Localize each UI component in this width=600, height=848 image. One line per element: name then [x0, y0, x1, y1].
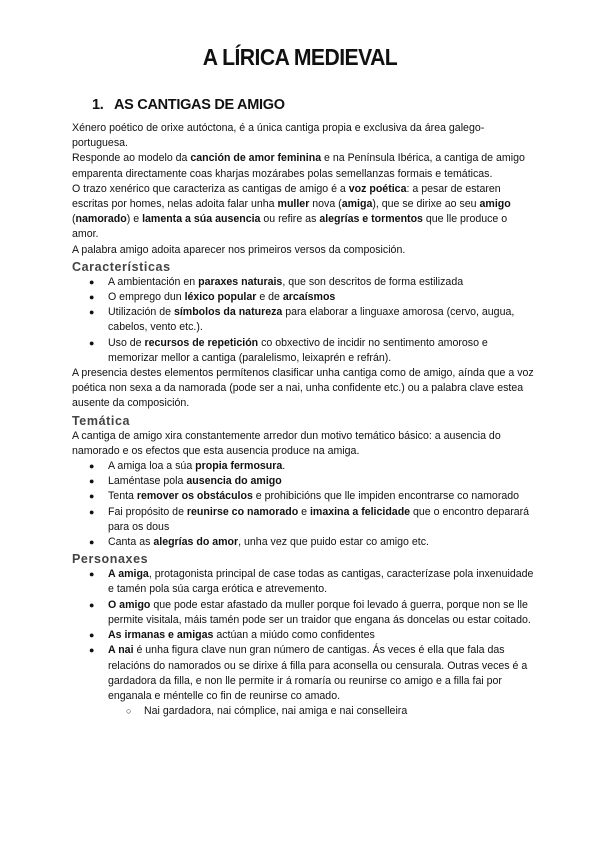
- characters-sublist: [72, 704, 534, 719]
- text-run: A palabra amigo adoita aparecer nos primeiros versos da composición.: [72, 243, 406, 256]
- text-run: , protagonista principal de case todas as cantigas, caracterízase pola inxenuidade e tamén pola súa carga erótica e atrevemento.: [108, 568, 534, 596]
- list-item: [72, 567, 534, 597]
- bold-text: imaxina a felicidade: [309, 505, 411, 518]
- text-run: para elaborar a linguaxe amorosa (cervo, augua, cabelos, vento etc.).: [108, 306, 515, 334]
- text-run: Uso de: [108, 336, 145, 349]
- text-run: que o encontro deparará para os dous: [108, 505, 530, 533]
- text-run: .: [282, 460, 286, 473]
- sub-list-item-text: Nai gardadora, nai cómplice, nai amiga e nai conselleira: [144, 705, 408, 718]
- text-run: , unha vez que puido estar co amigo etc.: [238, 536, 429, 549]
- text-run: ou refire as: [260, 213, 320, 226]
- bold-text: canción de amor feminina: [190, 152, 322, 165]
- list-item: [72, 305, 534, 335]
- section-title: AS CANTIGAS DE AMIGO: [114, 97, 285, 113]
- list-item: [72, 489, 534, 504]
- bullet-icon: ●: [89, 276, 95, 287]
- bold-text: A nai: [108, 644, 134, 657]
- bold-text: amiga: [341, 198, 373, 211]
- text-run: A cantiga de amigo xira constantemente arredor dun motivo temático básico: a ausencia do namorado e os efectos que esta ausencia produce na amiga.: [72, 429, 501, 457]
- intro-paragraph: [72, 151, 534, 181]
- theme-heading: Temática: [72, 413, 131, 428]
- text-run: Fai propósito de: [108, 505, 187, 518]
- bold-text: As irmanas e amigas: [108, 629, 214, 642]
- bold-text: voz poética: [348, 182, 407, 195]
- text-run: (: [72, 213, 76, 226]
- bold-text: remover os obstáculos: [136, 490, 253, 503]
- circle-bullet-icon: ○: [126, 706, 132, 717]
- bold-text: paraxes naturais: [198, 275, 283, 288]
- characters-heading: Personaxes: [72, 552, 149, 567]
- text-run: A ambientación en: [108, 275, 199, 288]
- intro-paragraphs: [72, 121, 534, 258]
- list-item: [72, 535, 534, 550]
- intro-paragraph: [72, 182, 534, 243]
- text-run: O trazo xenérico que caracteriza as cantigas de amigo é a: [72, 182, 349, 195]
- bold-text: reunirse co namorado: [186, 505, 299, 518]
- bullet-icon: ●: [89, 645, 95, 656]
- bold-text: arcaísmos: [282, 291, 336, 304]
- bullet-icon: ●: [89, 569, 95, 580]
- bold-text: namorado: [75, 213, 127, 226]
- intro-paragraph: [72, 121, 534, 151]
- bold-text: símbolos da natureza: [173, 306, 283, 319]
- text-run: nova (: [309, 198, 342, 211]
- sub-list-item: [72, 704, 534, 719]
- characteristics-heading: Características: [72, 259, 171, 274]
- text-run: Canta as: [108, 536, 154, 549]
- bullet-icon: ●: [89, 461, 95, 472]
- text-run: A presencia destes elementos permítenos clasificar unha cantiga como de amigo, aínda que a voz poética non sexa a da namorada (pode ser a nai, unha confidente etc.) ou a palabra clave estea ausente da composición.: [72, 367, 534, 410]
- bullet-icon: ●: [89, 630, 95, 641]
- bullet-icon: ●: [89, 337, 95, 348]
- bullet-icon: ●: [89, 292, 95, 303]
- text-run: Xénero poético de orixe autóctona, é a única cantiga propia e exclusiva da área galego-portuguesa.: [72, 122, 485, 150]
- text-run: Responde ao modelo da: [72, 152, 191, 165]
- text-run: Tenta: [108, 490, 137, 503]
- document-body: [72, 121, 534, 719]
- text-run: que lle produce o amor.: [72, 213, 508, 241]
- intro-paragraph: [72, 243, 534, 258]
- bold-text: propia fermosura: [195, 460, 283, 473]
- characteristics-note: [72, 366, 534, 412]
- text-run: co obxectivo de incidir no sentimento amoroso e memorizar mellor a cantiga (paralelismo, leixaprén e refrán).: [108, 336, 488, 364]
- bold-text: muller: [277, 198, 310, 211]
- list-item: [72, 459, 534, 474]
- list-item: [72, 336, 534, 366]
- text-run: O emprego dun: [108, 291, 185, 304]
- bold-text: A amiga: [108, 568, 149, 581]
- text-run: e de: [256, 291, 283, 304]
- section-number: 1.: [92, 97, 104, 113]
- text-run: A amiga loa a súa: [108, 460, 196, 473]
- text-run: , que son descritos de forma estilizada: [282, 275, 464, 288]
- theme-intro: [72, 429, 534, 459]
- bullet-icon: ●: [89, 599, 95, 610]
- bold-text: recursos de repetición: [144, 336, 259, 349]
- bold-text: léxico popular: [184, 291, 257, 304]
- bold-text: ausencia do amigo: [186, 475, 282, 488]
- text-run: e: [298, 505, 310, 518]
- list-item: [72, 628, 534, 643]
- bullet-icon: ●: [89, 307, 95, 318]
- text-run: Laméntase pola: [108, 475, 187, 488]
- text-run: ), que se dirixe ao seu: [372, 198, 480, 211]
- bold-text: alegrías do amor: [153, 536, 239, 549]
- text-run: que pode estar afastado da muller porque foi levado á guerra, porque non se lle permite visitala, máis tamén pode ser un traidor que engana ás doncelas ou estar coitado.: [108, 598, 531, 626]
- text-run: : a pesar de estaren escritas por homes, nelas adoita falar unha: [72, 182, 501, 211]
- list-item: [72, 598, 534, 628]
- list-item: [72, 275, 534, 290]
- list-item: [72, 505, 534, 535]
- text-run: e na Península Ibérica, a cantiga de amigo emparenta directamente coas kharjas mozárabes polas semellanzas formais e temáticas.: [72, 152, 525, 180]
- section-heading: [92, 97, 285, 113]
- text-run: é unha figura clave nun gran número de cantigas. Ás veces é ella que fala das relacións do namorados ou se dirixe á filla para aconsella ou censurala. Outras veces é a gardadora da filla, e non lle permite ir á romaría ou reunirse co amigo e a filla fai por enganala e méntelle co fin de reunirse co amado.: [108, 644, 528, 702]
- text-run: e prohibicións que lle impiden encontrarse co namorado: [252, 490, 520, 503]
- bullet-icon: ●: [89, 537, 95, 548]
- bold-text: alegrías e tormentos: [319, 213, 423, 226]
- bold-text: O amigo: [108, 598, 151, 611]
- bullet-icon: ●: [89, 506, 95, 517]
- text-run: actúan a miúdo como confidentes: [213, 629, 375, 642]
- text-run: ) e: [126, 213, 143, 226]
- list-item: [72, 643, 534, 704]
- characteristics-list: [72, 275, 534, 366]
- theme-list: [72, 459, 534, 550]
- bold-text: amigo: [479, 198, 511, 211]
- characters-list: [72, 567, 534, 704]
- list-item: [72, 474, 534, 489]
- page-title: A LÍRICA MEDIEVAL: [202, 44, 398, 70]
- text-run: Utilización de: [108, 306, 174, 319]
- bullet-icon: ●: [89, 491, 95, 502]
- bold-text: lamenta a súa ausencia: [142, 213, 261, 226]
- bullet-icon: ●: [89, 476, 95, 487]
- list-item: [72, 290, 534, 305]
